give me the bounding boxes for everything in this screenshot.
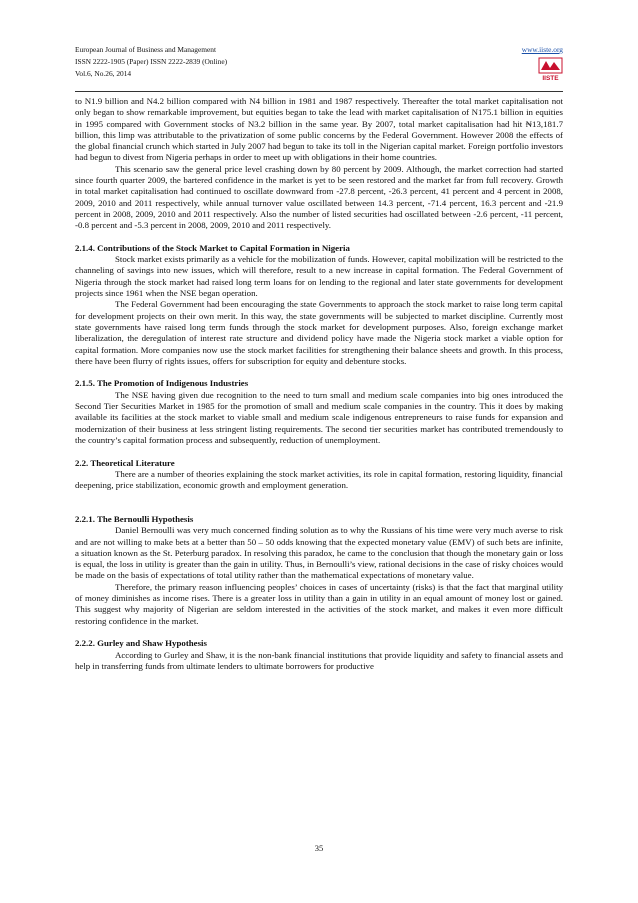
volume-line: Vol.6, No.26, 2014 (75, 69, 132, 78)
header-divider (75, 91, 563, 92)
section-heading-bernoulli: 2.2.1. The Bernoulli Hypothesis (75, 513, 194, 524)
paragraph-gurley-shaw: According to Gurley and Shaw, it is the non-bank financial institutions that provide liquidity and safety to financial assets and help in transferring funds from ultimate lenders to ultimate borrowers for productive (75, 649, 563, 671)
article-body (75, 96, 563, 672)
section-heading-gurley-shaw: 2.2.2. Gurley and Shaw Hypothesis (75, 638, 207, 649)
section-heading-capital-formation: 2.1.4. Contributions of the Stock Market to Capital Formation in Nigeria (75, 242, 350, 253)
journal-url-link[interactable]: www.iiste.org (521, 45, 563, 54)
issn-line: ISSN 2222-1905 (Paper) ISSN 2222-2839 (Online) (75, 57, 228, 66)
iiste-logo-icon (537, 56, 564, 82)
paragraph-state-governments: The Federal Government had been encouraging the state Governments to approach the stock market to raise long term capital for development projects on their own merit. In this way, the state governments will be subjected to market discipline. Currently most state governments have raised long term funds through the stock market for development purposes. Also, foreign exchange market liberalization, the deregulation of interest rate structure and dividend policy have made the Nigeria stock market a viable option for capital formation. More companies now use the stock market facilities for strengthening their balance sheets and growth. In this process, there have been flurry of rights issues, offers for subscription for equity and debenture stocks. (75, 299, 563, 366)
page-header (75, 44, 563, 84)
paragraph-bernoulli-1: Daniel Bernoulli was very much concerned finding solution as to why the Russians of his time were very much averse to risk and are not willing to make bets at a better than 50 – 50 odds knowing that the expected monetary value (EMV) of such bets are infinite, a situation known as the St. Peterburg paradox. In resolving this paradox, he came to the conclusion that though the monetary gain or loss is equal, the loss in utility is greater than the gain in utility. Thus, in Bernoulli’s view, rational decisions in the case of risky choices would be made on the basis of expectations of total utility rather than the mathematical expectations of monetary value. (75, 525, 563, 581)
paragraph-bernoulli-2: Therefore, the primary reason influencing peoples’ choices in cases of uncertainty (risks) is that the fact that marginal utility of money diminishes as income rises. There is a greater loss in utility than a gain in utility in an equal amount of money lost or gained. This suggest why majority of Nigerian are seldom interested in the activities of the stock market, and makes it even more difficult restoring confidence in the market. (75, 581, 563, 626)
section-heading-indigenous-industries: 2.1.5. The Promotion of Indigenous Industries (75, 378, 249, 389)
logo-text: IISTE (542, 75, 559, 82)
paragraph-stock-market-vehicle: Stock market exists primarily as a vehicle for the mobilization of funds. However, capital mobilization will be restricted to the channeling of savings into new issues, which will therefore, result to a new increase in capital formation. The Federal Government of Nigeria through the stock market had raised long term loans for on lending to the regional and later state governments for development projects since 1961 when the NSE began operation. (75, 254, 563, 299)
section-heading-theoretical-literature: 2.2. Theoretical Literature (75, 457, 175, 468)
paragraph-theories: There are a number of theories explaining the stock market activities, its role in capital formation, restoring liquidity, financial deepening, price stabilization, economic growth and employment generation. (75, 468, 563, 491)
journal-name: European Journal of Business and Management (75, 45, 217, 54)
paragraph-market-capitalisation: to N1.9 billion and N4.2 billion compared with N4 billion in 1981 and 1987 respectively. Thereafter the total market capitalisation not only began to show remarkable improvement, but equities began to take the lead with market capitalisation of N175.1 billion in equities in 1995 compared with Government stocks of N3.2 billion in the same year. By 2007, total market capitalisation had hit ₦13,181.7 billion, this limp was attributable to the privatization of some public concerns by the Federal Government. However 2008 the effects of the global financial crunch which started in July 2007 had begun to take its toll in the Nigerian capital market. Foreign portfolio investors had begun to divest from Nigeria perhaps in order to meet up with obligations in their home countries. (75, 96, 563, 163)
paragraph-second-tier-market: The NSE having given due recognition to the need to turn small and medium scale companies into big ones introduced the Second Tier Securities Market in 1985 for the promotion of small and medium scale companies in the country. This it does by making available its facilities at the stock market to viable small and medium scale indigenous entrepreneurs to raise funds for expansion and modernization of their business at less stringent listing requirements. The second tier securities market has contributed tremendously to the country’s capital formation process and subsequently, reduction of unemployment. (75, 389, 563, 445)
page-number: 35 (314, 843, 324, 853)
paragraph-price-crash: This scenario saw the general price level crashing down by 80 percent by 2009. Although, the market correction had started since fourth quarter 2009, the bartered confidence in the market is yet to be seen restored and the market far from full recovery. Growth in total market capitalisation had continued to oscillate downward from -27.8 percent, -26.3 percent, 41 percent and 4 percent in 2008, 2009, 2010 and 2011 respectively, while annual turnover value oscillated between 14.3 percent, -71.4 percent, 16.3 percent and -21.9 percent in 2008, 2009, 2010 and 2011 respectively. Also the number of listed securities had oscillated between -2.6 percent, -11 percent, -0.8 percent and -5.3 percent in 2008, 2009, 2010 and 2011 respectively. (75, 163, 563, 231)
